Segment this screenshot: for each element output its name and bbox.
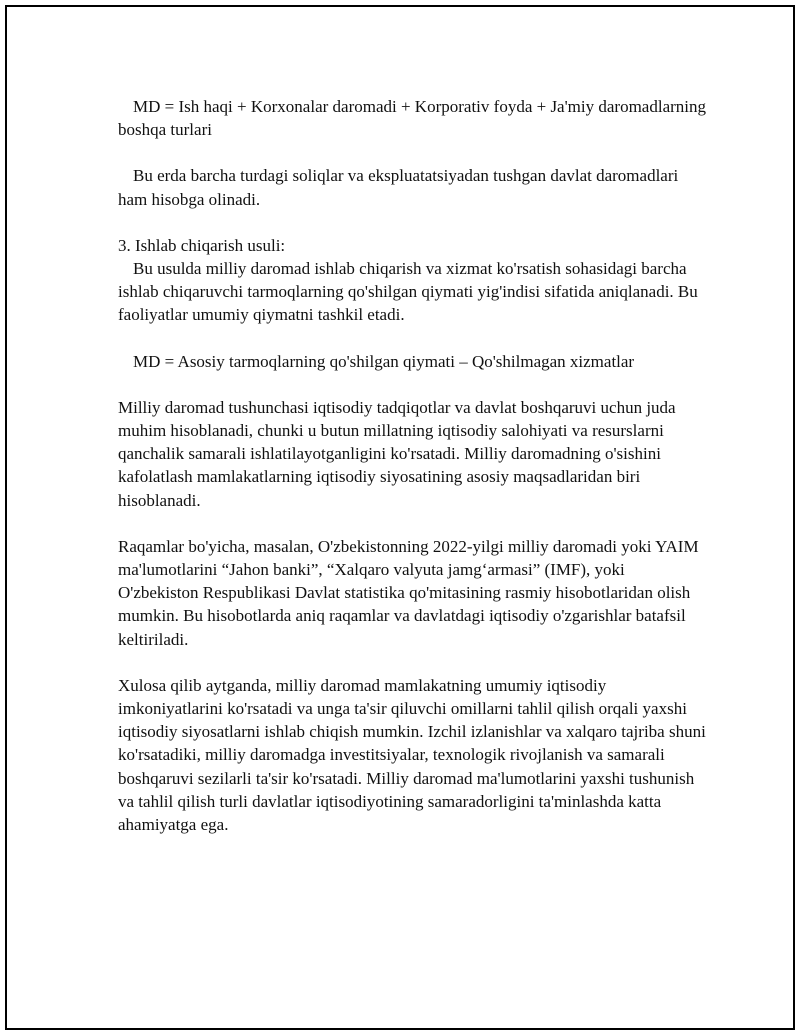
spacer (118, 327, 708, 350)
spacer (118, 373, 708, 396)
spacer (118, 651, 708, 674)
spacer (118, 512, 708, 535)
formula-income: MD = Ish haqi + Korxonalar daromadi + Korporativ foyda + Ja'miy daromadlarning boshqa turlari (118, 97, 706, 140)
income-note: Bu erda barcha turdagi soliqlar va ekspluatatsiyadan tushgan davlat daromadlari ham hisobga olinadi. (118, 166, 679, 209)
formula-production: MD = Asosiy tarmoqlarning qo'shilgan qiymati – Qo'shilmagan xizmatlar (133, 351, 635, 371)
paragraph-importance: Milliy daromad tushunchasi iqtisodiy tadqiqotlar va davlat boshqaruvi uchun juda muhim hisoblanadi, chunki u butun millatning iqtisodiy salohiyati va resurslarni qanchalik samarali ishlatilayotganligini ko'rsatadi. Milliy daromadning o'sishini kafolatlash mamlakatlarning iqtisodiy siyosatining asosiy maqsadlaridan biri hisoblanadi. (118, 397, 676, 510)
paragraph-conclusion: Xulosa qilib aytganda, milliy daromad mamlakatning umumiy iqtisodiy imkoniyatlarini ko'rsatadi va unga ta'sir qiluvchi omillarni tahlil qilish orqali yaxshi iqtisodiy siyosatlarni ishlab chiqish mumkin. Izchil izlanishlar va xalqaro tajriba shuni ko'rsatadiki, milliy daromadga investitsiyalar, texnologik rivojlanish va samarali boshqaruvi sezilarli ta'sir ko'rsatadi. Milliy daromad ma'lumotlarini yaxshi tushunish va tahlil qilish turli davlatlar iqtisodiyotining samaradorligini ta'minlashda katta ahamiyatga ega. (118, 675, 706, 835)
paragraph-sources: Raqamlar bo'yicha, masalan, O'zbekistonning 2022-yilgi milliy daromadi yoki YAIM ma'lumotlarini “Jahon banki”, “Xalqaro valyuta jamg‘armasi” (IMF), yoki O'zbekiston Respublikasi Davlat statistika qo'mitasining rasmiy hisobotlaridan olish mumkin. Bu hisobotlarda aniq raqamlar va davlatdagi iqtisodiy o'zgarishlar batafsil keltiriladi. (118, 536, 699, 649)
method3-text: Bu usulda milliy daromad ishlab chiqarish va xizmat ko'rsatish sohasidagi barcha ishlab chiqaruvchi tarmoqlarning qo'shilgan qiymati yig'indisi sifatida aniqlanadi. Bu faoliyatlar umumiy qiymatni tashkil etadi. (118, 259, 698, 325)
document-body (118, 95, 708, 836)
method3-heading: 3. Ishlab chiqarish usuli: (118, 235, 286, 255)
page-frame (5, 5, 795, 1030)
spacer (118, 211, 708, 234)
spacer (118, 141, 708, 164)
